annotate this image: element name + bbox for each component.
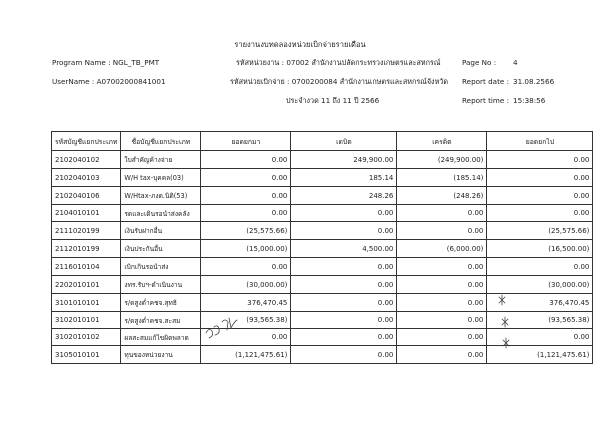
- credit-cell: 0.00: [397, 294, 487, 312]
- debit-cell: 0.00: [291, 276, 397, 294]
- account-name-cell: ใบสำคัญค้างจ่าย: [121, 151, 201, 169]
- account-name-cell: งทร.รับฯ-ดำเนินงาน: [121, 276, 201, 294]
- debit-cell: 4,500.00: [291, 240, 397, 258]
- account-code-cell: 2102040102: [52, 151, 121, 169]
- tick-mark-2: [502, 317, 508, 327]
- debit-cell: 248.26: [291, 187, 397, 205]
- user-name: UserName : A07002000841001: [52, 77, 166, 86]
- balance-forward-cell: 0.00: [201, 329, 291, 346]
- page-no-label: Page No :: [462, 58, 497, 67]
- program-name: Program Name : NGL_TB_PMT: [52, 58, 160, 67]
- account-code-cell: 2116010104: [52, 258, 121, 276]
- account-name-cell: เบิกเกินรอนำส่ง: [121, 258, 201, 276]
- carried-forward-cell: 0.00: [487, 205, 593, 222]
- carried-forward-cell: (30,000.00): [487, 276, 593, 294]
- account-code-cell: 2102040106: [52, 187, 121, 205]
- period-line: ประจำงวด 11 ถึง 11 ปี 2566: [286, 96, 380, 105]
- credit-cell: 0.00: [397, 258, 487, 276]
- credit-cell: (248.26): [397, 187, 487, 205]
- header-debit: เดบิต: [291, 132, 397, 151]
- debit-cell: 0.00: [291, 222, 397, 240]
- balance-forward-cell: 0.00: [201, 187, 291, 205]
- credit-cell: 0.00: [397, 276, 487, 294]
- account-name-cell: ร/ดสูงต่ำคชจ.สะสม: [121, 312, 201, 329]
- account-name-cell: เงินประกันอื่น: [121, 240, 201, 258]
- account-code-cell: 2104010101: [52, 205, 121, 222]
- carried-forward-cell: (25,575.66): [487, 222, 593, 240]
- account-name-cell: เงินรับฝากอื่น: [121, 222, 201, 240]
- carried-forward-cell: 0.00: [487, 169, 593, 187]
- report-title: รายงานงบทดลองหน่วยเบิกจ่ายรายเดือน: [234, 40, 366, 49]
- account-code-cell: 3102010101: [52, 312, 121, 329]
- debit-cell: 0.00: [291, 205, 397, 222]
- carried-forward-cell: 0.00: [487, 329, 593, 346]
- carried-forward-cell: 0.00: [487, 258, 593, 276]
- report-date-value: 31.08.2566: [513, 77, 555, 86]
- balance-forward-cell: (30,000.00): [201, 276, 291, 294]
- page-no-value: 4: [513, 58, 518, 67]
- account-name-cell: รดและเดินรอนำส่งคลัง: [121, 205, 201, 222]
- disburse-line: รหัสหน่วยเบิกจ่าย : 0700200084 สำนักงานเกษตรและสหกรณ์จังหวัด: [230, 77, 449, 86]
- balance-forward-cell: 376,470.45: [201, 294, 291, 312]
- balance-forward-cell: (93,565.38): [201, 312, 291, 329]
- credit-cell: 0.00: [397, 205, 487, 222]
- carried-forward-cell: 0.00: [487, 151, 593, 169]
- carried-forward-cell: 0.00: [487, 187, 593, 205]
- debit-cell: 0.00: [291, 258, 397, 276]
- balance-forward-cell: (15,000.00): [201, 240, 291, 258]
- balance-forward-cell: 0.00: [201, 205, 291, 222]
- account-name-cell: ร/ดสูงต่ำคชจ.สุทธิ: [121, 294, 201, 312]
- debit-cell: 0.00: [291, 346, 397, 364]
- header-balance-forward: ยอดยกมา: [201, 132, 291, 151]
- tick-mark-3: [503, 338, 509, 348]
- debit-cell: 249,900.00: [291, 151, 397, 169]
- balance-forward-cell: 0.00: [201, 169, 291, 187]
- credit-cell: 0.00: [397, 312, 487, 329]
- header-account-code: รหัสบัญชีแยกประเภท: [52, 132, 121, 151]
- debit-cell: 0.00: [291, 329, 397, 346]
- account-code-cell: 3102010102: [52, 329, 121, 346]
- credit-cell: 0.00: [397, 222, 487, 240]
- header-carried-forward: ยอดยกไป: [487, 132, 593, 151]
- credit-cell: (6,000.00): [397, 240, 487, 258]
- debit-cell: 0.00: [291, 294, 397, 312]
- header-account-name: ชื่อบัญชีแยกประเภท: [121, 132, 201, 151]
- report-time-value: 15:38:56: [513, 96, 546, 105]
- credit-cell: (249,900.00): [397, 151, 487, 169]
- carried-forward-cell: 376,470.45: [487, 294, 593, 312]
- account-code-cell: 2202010101: [52, 276, 121, 294]
- balance-forward-cell: (25,575.66): [201, 222, 291, 240]
- account-name-cell: W/Htax-ภงด.นิติ(53): [121, 187, 201, 205]
- debit-cell: 185.14: [291, 169, 397, 187]
- account-name-cell: W/H tax-บุคคล(03): [121, 169, 201, 187]
- account-code-cell: 2112010199: [52, 240, 121, 258]
- account-name-cell: ผลสะสมแก้ไขผิดพลาด: [121, 329, 201, 346]
- carried-forward-cell: (16,500.00): [487, 240, 593, 258]
- balance-forward-cell: 0.00: [201, 258, 291, 276]
- balance-forward-cell: (1,121,475.61): [201, 346, 291, 364]
- account-name-cell: ทุนของหน่วยงาน: [121, 346, 201, 364]
- debit-cell: 0.00: [291, 312, 397, 329]
- credit-cell: 0.00: [397, 329, 487, 346]
- agency-line: รหัสหน่วยงาน : 07002 สำนักงานปลัดกระทรวงเกษตรและสหกรณ์: [236, 58, 441, 67]
- balance-forward-cell: 0.00: [201, 151, 291, 169]
- account-code-cell: 3101010101: [52, 294, 121, 312]
- initials-mark: [206, 318, 237, 338]
- account-code-cell: 2111020199: [52, 222, 121, 240]
- account-code-cell: 3105010101: [52, 346, 121, 364]
- report-time-label: Report time :: [462, 96, 510, 105]
- credit-cell: 0.00: [397, 346, 487, 364]
- report-date-label: Report date :: [462, 77, 510, 86]
- header-credit: เครดิต: [397, 132, 487, 151]
- tick-mark-1: [499, 295, 505, 305]
- account-code-cell: 2102040103: [52, 169, 121, 187]
- carried-forward-cell: (1,121,475.61): [487, 346, 593, 364]
- credit-cell: (185.14): [397, 169, 487, 187]
- carried-forward-cell: (93,565.38): [487, 312, 593, 329]
